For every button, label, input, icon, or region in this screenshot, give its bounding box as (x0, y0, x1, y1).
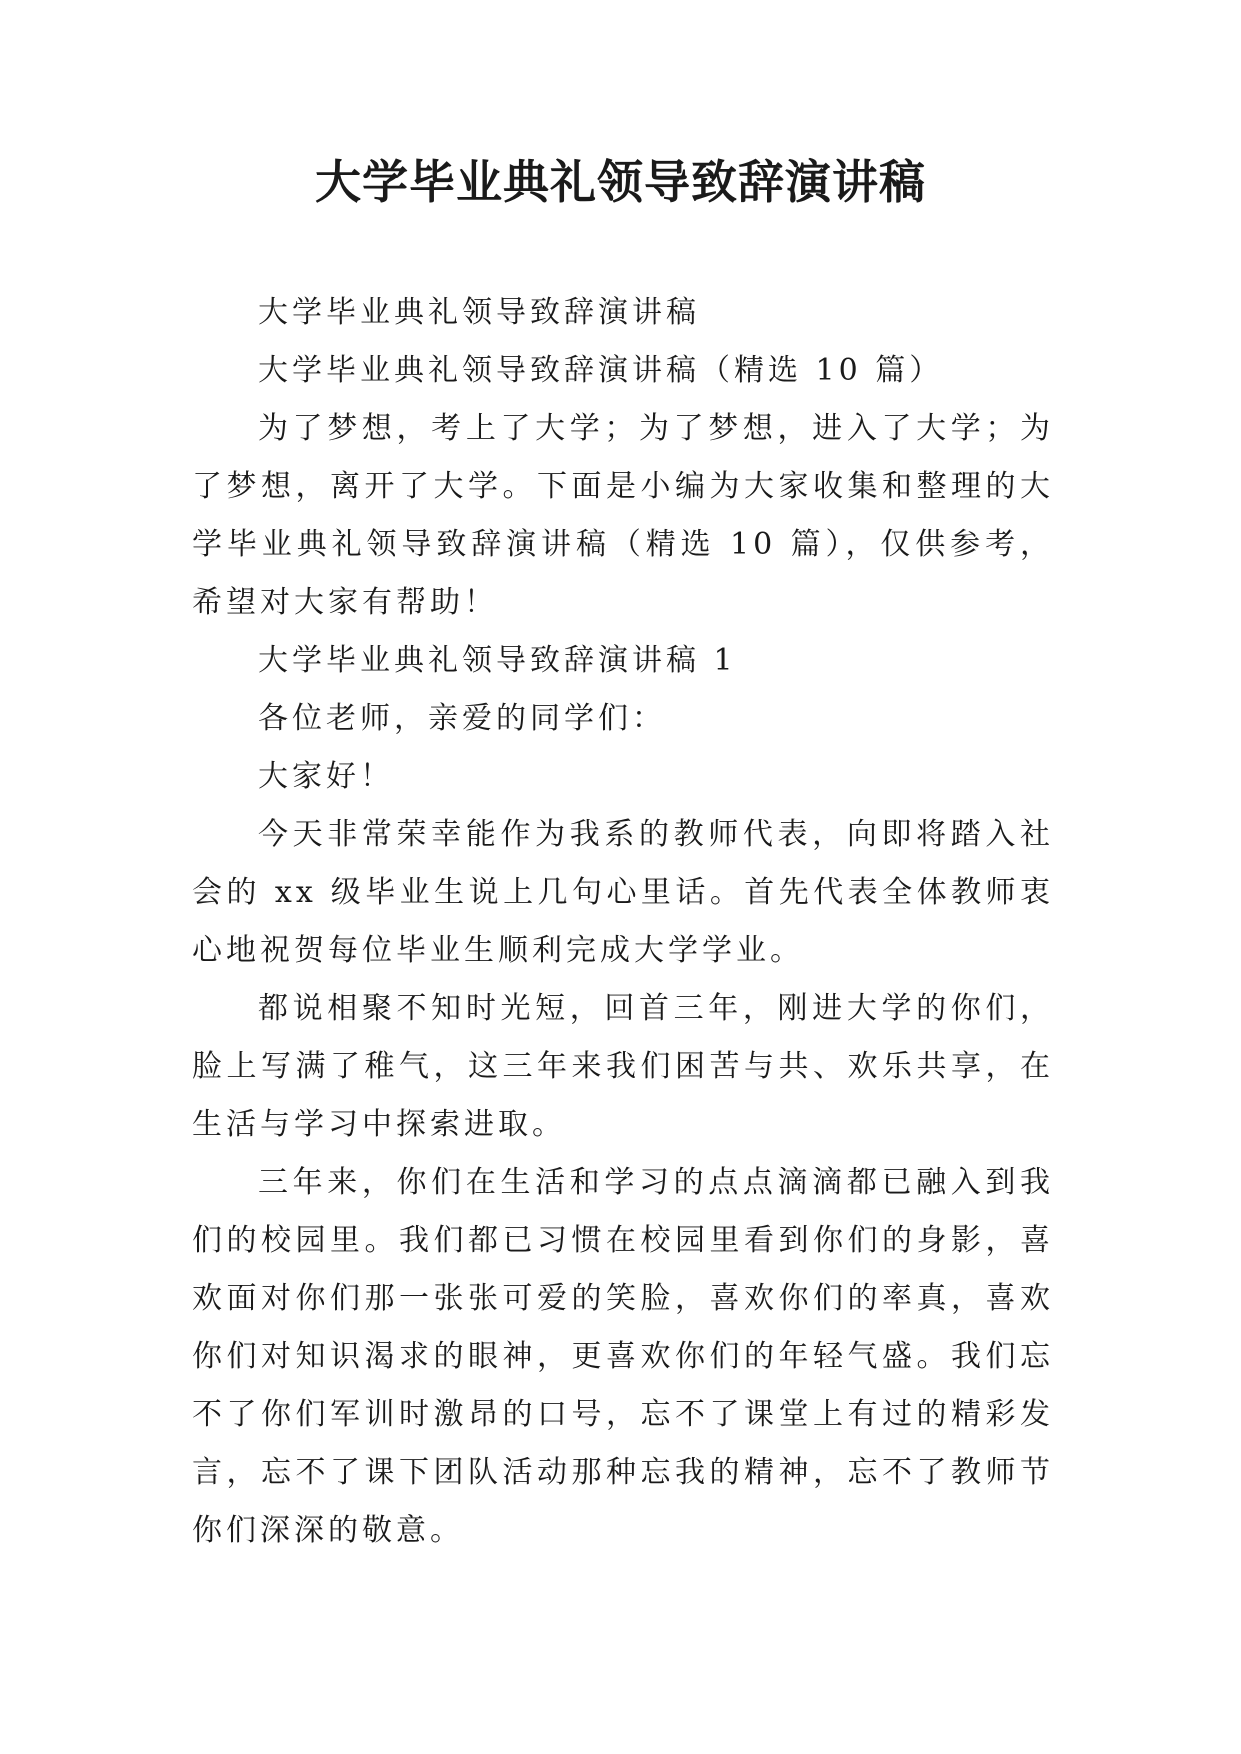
section-heading: 大学毕业典礼领导致辞演讲稿 1 (258, 643, 737, 678)
document-title: 大学毕业典礼领导致辞演讲稿 (315, 155, 926, 209)
document-body (192, 284, 1054, 1560)
intro-paragraph: 为了梦想，考上了大学；为了梦想，进入了大学；为了梦想，离开了大学。下面是小编为大家收集和整理的大学毕业典礼领导致辞演讲稿（精选 10 篇），仅供参考，希望对大家有帮助！ (192, 411, 1054, 620)
body-paragraph: 三年来，你们在生活和学习的点点滴滴都已融入到我们的校园里。我们都已习惯在校园里看到你们的身影，喜欢面对你们那一张张可爱的笑脸，喜欢你们的率真，喜欢你们对知识渴求的眼神，更喜欢你们的年轻气盛。我们忘不了你们军训时激昂的口号，忘不了课堂上有过的精彩发言，忘不了课下团队活动那种忘我的精神，忘不了教师节你们深深的敬意。 (192, 1165, 1054, 1548)
greeting-paragraph: 大家好！ (258, 759, 394, 794)
subtitle-selected-paragraph: 大学毕业典礼领导致辞演讲稿（精选 10 篇） (258, 353, 944, 388)
subtitle-paragraph: 大学毕业典礼领导致辞演讲稿 (258, 295, 700, 330)
body-paragraph: 都说相聚不知时光短，回首三年，刚进大学的你们，脸上写满了稚气，这三年来我们困苦与共、欢乐共享，在生活与学习中探索进取。 (192, 991, 1054, 1142)
body-paragraph: 今天非常荣幸能作为我系的教师代表，向即将踏入社会的 xx 级毕业生说上几句心里话。首先代表全体教师衷心地祝贺每位毕业生顺利完成大学学业。 (192, 817, 1054, 968)
salutation-paragraph: 各位老师，亲爱的同学们： (258, 701, 666, 736)
